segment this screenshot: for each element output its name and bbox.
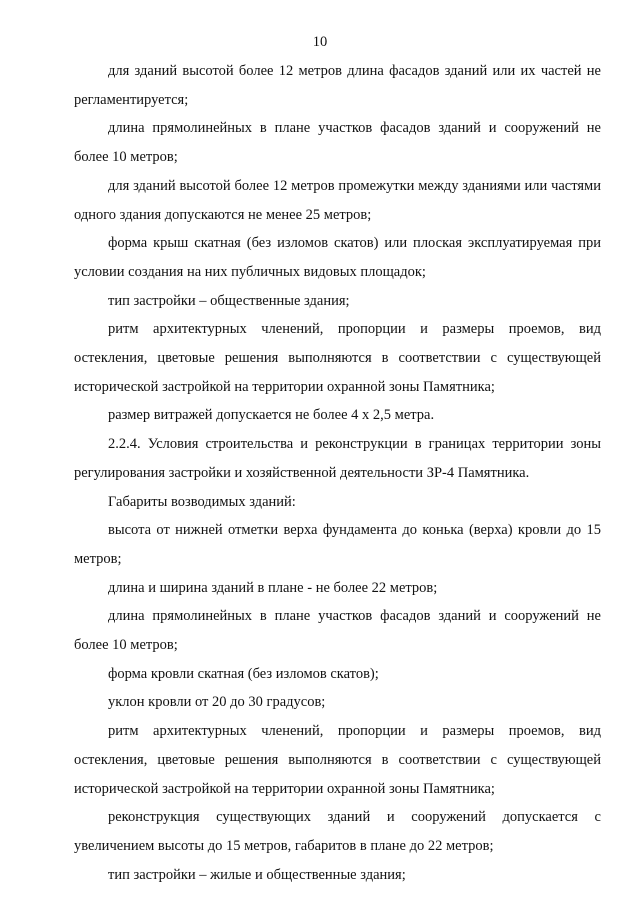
paragraph-development-type-2: тип застройки – жилые и общественные здания;: [108, 866, 406, 883]
paragraph-roof-form: форма крыш скатная (без изломов скатов) или плоская эксплуатируемая при условии создания на них публичных видовых площадок;: [74, 235, 601, 280]
paragraph-architectural-rhythm-2: ритм архитектурных членений, пропорции и размеры проемов, вид остекления, цветовые решения выполняются в соответствии с существующей исторической застройкой на территории охранной зоны Памятника;: [74, 723, 601, 797]
paragraph-facade-segment-length: длина прямолинейных в плане участков фасадов зданий и сооружений не более 10 метров;: [74, 120, 601, 166]
paragraph-reconstruction: реконструкция существующих зданий и сооружений допускается с увеличением высоты до 15 метров, габаритов в плане до 22 метров;: [74, 809, 601, 854]
paragraph-building-gaps: для зданий высотой более 12 метров промежутки между зданиями или частями одного здания допускаются не менее 25 метров;: [74, 177, 601, 223]
paragraph-roof-shape: форма кровли скатная (без изломов скатов);: [108, 665, 379, 682]
paragraph-facade-length-unregulated: для зданий высотой более 12 метров длина фасадов зданий или их частей не регламентируется;: [74, 63, 601, 108]
paragraph-architectural-rhythm: ритм архитектурных членений, пропорции и размеры проемов, вид остекления, цветовые решения выполняются в соответствии с существующей исторической застройкой на территории охранной зоны Памятника;: [74, 321, 601, 395]
paragraph-facade-segment-length-2: длина прямолинейных в плане участков фасадов зданий и сооружений не более 10 метров;: [74, 608, 601, 654]
paragraph-stained-glass-size: размер витражей допускается не более 4 х 2,5 метра.: [108, 407, 435, 424]
paragraph-roof-slope: уклон кровли от 20 до 30 градусов;: [108, 694, 326, 711]
paragraph-height-limit: высота от нижней отметки верха фундамента до конька (верха) кровли до 15 метров;: [74, 522, 601, 567]
section-heading-2-2-4: 2.2.4. Условия строительства и реконструкции в границах территории зоны регулирования застройки и хозяйственной деятельности ЗР-4 Памятника.: [74, 436, 601, 481]
paragraph-development-type: тип застройки – общественные здания;: [108, 292, 350, 309]
paragraph-length-width-limit: длина и ширина зданий в плане - не более 22 метров;: [108, 579, 438, 596]
document-body: [74, 57, 601, 889]
page-number: 10: [312, 34, 328, 50]
paragraph-building-dimensions-heading: Габариты возводимых зданий:: [108, 493, 296, 510]
